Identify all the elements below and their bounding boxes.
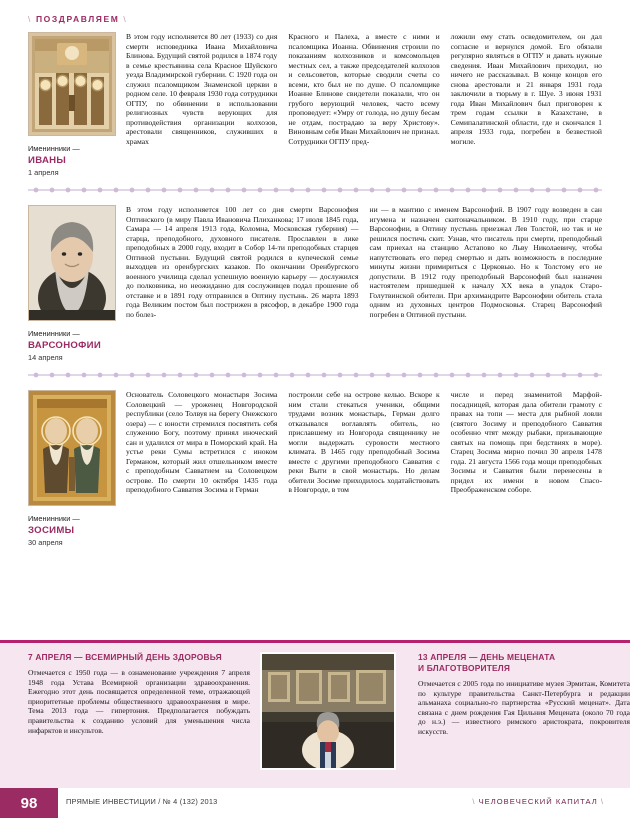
ornament-divider <box>28 368 602 382</box>
patron-day-title <box>418 652 630 674</box>
article-column: построили себе на острове келью. Вскоре к ним стали стекаться ученики, общими трудами возник монастырь, Герман долго отказывался воглавлять обитель, но приславшему из Новгорода священнику не могли выдержать суровости местного климата. В 1465 году преподобный Зосима вместе с другими преподобного Савватия с реки Выти в свой монастырь. Но делам обители Зосиме приходилось ходатайствовать в Новгороде, в том <box>288 390 440 494</box>
name-main: ЗОСИМЫ <box>28 525 75 536</box>
name-main: ВАРСОНОФИИ <box>28 340 102 351</box>
ornament-divider <box>28 183 602 197</box>
orthodox-icon-ivan <box>28 32 116 136</box>
health-day-text: Отмечается с 1950 года — в ознаменование учреждения 7 апреля 1948 года Устава Всемирной организации здравоохранения. Ежегодно этот день посвящается определенной теме, отражающей приоритетные проблемы общественного здравоохранения в мире. Тема 2013 года — гипертония. Предполагается побуждать правительства к созданию условий для уменьшения числа инфарктов и инсультов. <box>28 668 250 735</box>
article-ivany <box>0 28 630 177</box>
article-column: числе и перед знаменитой Марфой-посадницей, которая дала обители грамоту с правах на топи — места для рыбной ловли (святого Зосиму и преподобного Савватия особенно чтят между рыбаки, призывающие святых на помощь при бедствиях в море). Старец Зосима мирно почил 30 апреля 1478 года. 21 августа 1566 года мощи преподобных Зосимы и Савватия были перенесены в придел их имени в новом Спасо-Преображенском соборе. <box>450 390 602 494</box>
patron-day-title-line2: И БЛАГОТВОРИТЕЛЯ <box>418 663 511 673</box>
article-body <box>126 390 602 547</box>
page-footer <box>0 788 630 820</box>
section-slash-right: \ <box>123 14 128 24</box>
name-date: 30 апреля <box>28 538 63 547</box>
article-column: В этом году исполняется 80 лет (1933) со дня смерти исповедника Ивана Михайловича Блинова. Будущий святой родился в 1874 году в семье крестьянина села Красное Шуйского уезда Владимирской губернии. С 1920 года он служил псаломщиком Знаменской церкви в родном селе. 10 февраля 1930 года сотрудники ОГПУ, по обвинении в использовании религиозных чувств верующих для противодействия организации колхозов, арестовали священников, служивших в храмах <box>126 32 278 146</box>
rubric-name <box>472 797 604 806</box>
patron-day-title-line1: 13 АПРЕЛЯ — ДЕНЬ МЕЦЕНАТА <box>418 652 556 662</box>
patron-day-block <box>418 652 630 770</box>
article-side-column <box>28 32 116 177</box>
name-main: ИВАНЫ <box>28 155 67 166</box>
article-body <box>126 205 602 362</box>
article-body <box>126 32 602 177</box>
section-title: ПОЗДРАВЛЯЕМ <box>35 14 120 24</box>
health-day-block <box>28 652 250 770</box>
article-column: Красного и Палеха, а вместе с ними и псаломщика Иоанна. Обвинения строили по показаниям колхозников и комсомольцев местных сел, а также председателей колхозов и сельсоветов, которые сводили счеты со всеми, кто был не по душе. О псаломщике Иоанне Блинове свидетели показали, что он грубого верующий человек, часто всему проповедует: «Умру от голода, но душу бесам не отдам, пострадаю за веру Христову». Виновным себя Иван Михайлович не признал. Сотрудники ОГПУ пред- <box>288 32 440 146</box>
article-column: В этом году исполняется 100 лет со дня смерти Варсонофия Оптинского (в миру Павла Ивановича Плиханкова; 17 июля 1845 года, Самара — 14 апреля 1913 года, Коломна, Московская губерния) — старца, преподобного, духовного писателя. Прославлен в лике преподобных в 2000 году, входит в Собор 14-ти преподобных старцев Оптиной пустыни. Будущий святой родился в купеческой семье выходцев из оренбургских казаков. По окончании Оренбургского военного училища сделал успешную военную карьеру — дослужился до полковника, но неожиданно для сослуживцев подал прошение об отставке и в 1891 году отправился в Оптину пустынь. 26 марта 1893 года Великим постом был пострижен в рясофор, в декабре 1900 года по болез- <box>126 205 359 319</box>
anniversaries-band <box>0 640 630 788</box>
name-date: 1 апреля <box>28 168 59 177</box>
rubric-slash-left: \ <box>472 797 476 806</box>
article-column: ложили ему стать осведомителем, он дал согласие и вернулся домой. Его обязали регулярно являться в ОГПУ и давать нужные сведения. Иван Михайлович приходил, но ничего не рассказывал. В конце концов его снова арестовали и 21 января 1931 года заключили в тюрьму в г. Шуе. 3 июня 1931 года Иван Михайлович был приговорен к трем годам ссылки в Казахстане, в Семипалатинской области, где и скончался 1 апреля 1933 года, погребен в безвестной могиле. <box>450 32 602 146</box>
name-label: Именинники — <box>28 144 80 153</box>
name-label: Именинники — <box>28 514 80 523</box>
museum-hall-photo <box>260 652 396 770</box>
name-label: Именинники — <box>28 329 80 338</box>
name-date: 14 апреля <box>28 353 63 362</box>
article-column: ни — в мантию с именем Варсонофий. В 1907 году возведен в сан игумена и назначен скитоначальником. В 1910 году, при старце Варсонофии, в Оптину пустынь приезжал Лев Толстой, но так и не решился постичь скит. Узнав, что писатель при смерти, преподобный сам приехал на станцию Астапово ко Льву Николаевичу, чтобы напутствовать его перед смертью и дать возможность в последние минуты жизни примириться с Церковью. Но к Толстому его не допустили. В 1912 году преподобный Варсонофий был назначен настоятелем пришедшей к началу XX века в упадок Старо-Голутвинской обители. При архимандрите Варсонофии обитель стала одним из духовных центров Подмосковья. Старец Варсонофий погребен в Оптиной пустыни. <box>369 205 602 319</box>
orthodox-icon-zosima <box>28 390 116 506</box>
article-zosimy <box>0 386 630 547</box>
rubric-label: ЧЕЛОВЕЧЕСКИЙ КАПИТАЛ <box>478 797 598 806</box>
article-varsonofii <box>0 201 630 362</box>
article-side-column <box>28 205 116 362</box>
page-number: 98 <box>0 788 58 818</box>
section-header <box>0 0 630 28</box>
section-slash-left: \ <box>28 14 32 24</box>
portrait-icon-varsonofy <box>28 205 116 321</box>
health-day-title: 7 АПРЕЛЯ — ВСЕМИРНЫЙ ДЕНЬ ЗДОРОВЬЯ <box>28 652 222 662</box>
article-column: Основатель Соловецкого монастыря Зосима Соловецкий — уроженец Новгородской республики (село Толвуя на берегу Онежского озера) — с юности стремился посвятить себя служению Богу, поэтому принял иноческий сан и удалился от мира в Поморский край. На устье реки Сумы встретился с иноком Германом, который жил отшельником вместе с преподобным Савватием на Соловецком острове. По смерти 10 октября 1435 года преподобного Савватия Зосима и Герман <box>126 390 278 494</box>
rubric-slash-right: \ <box>600 797 604 806</box>
article-side-column <box>28 390 116 547</box>
patron-day-text: Отмечается с 2005 года по инициативе музея Эрмитаж, Комитета по культуре правительства Санкт-Петербурга и редакции альманаха социально-го партнерства «Русский меценат». Дата связана с днем рождения Гая Цильния Мецената (около 70 года до н.э.) — известного римского аристократа, покровителя искусств. <box>418 679 630 736</box>
issue-info: ПРЯМЫЕ ИНВЕСТИЦИИ / № 4 (132) 2013 <box>66 797 218 806</box>
band-top-rule <box>0 640 630 643</box>
